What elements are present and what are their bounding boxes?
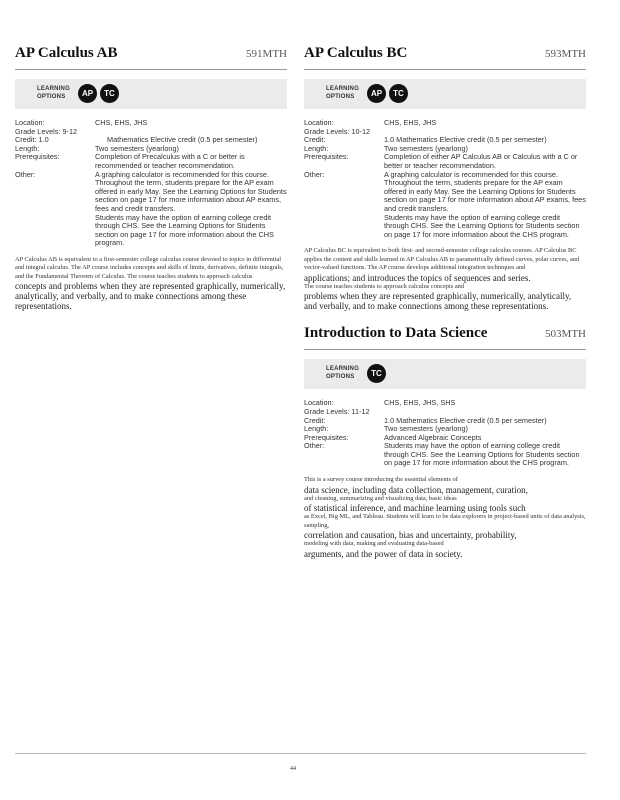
other-label: Other: <box>15 169 36 179</box>
other-label: Other: <box>304 441 325 451</box>
prereq-value: Completion of either AP Calculus AB or Calculus with a C or better or teacher recommendation. <box>384 152 578 170</box>
prereq-label: Prerequisites: <box>304 152 349 162</box>
course-description: AP Calculus AB is equivalent to a first-semester college calculus course devoted to topics in differential and integral calculus. The AP course includes concepts and skills of limits, derivatives, definite integrals, and the Fundamental Theorem of Calculus. The course teaches students to approach calculus concepts and problems when they are represented graphically, numerically, analytically, and verbally, and to make connections among these representations. <box>15 255 286 312</box>
left-column <box>15 0 287 311</box>
location-label: Location: <box>304 118 334 127</box>
option-badges <box>367 364 386 383</box>
tc-badge-icon: TC <box>367 364 386 383</box>
credit-label: Credit: <box>304 135 326 145</box>
learning-options-bar <box>304 79 586 109</box>
footer-rule <box>15 753 586 754</box>
location-value: CHS, EHS, JHS, SHS <box>384 398 456 408</box>
length-label: Length: <box>304 143 329 153</box>
location-label: Location: <box>15 118 45 127</box>
tc-badge-icon: TC <box>100 84 119 103</box>
course-title: Introduction to Data Science <box>304 325 488 342</box>
course-info <box>304 399 586 468</box>
location-value: CHS, EHS, JHS <box>95 118 148 127</box>
option-badges <box>367 84 408 103</box>
location-value: CHS, EHS, JHS <box>384 118 437 127</box>
course-ap-calculus-ab <box>15 0 287 311</box>
other-value: Students may have the option of earning college credit through CHS. See the Learning Options for Students section on page 17 for more information about the CHS program. <box>384 441 580 468</box>
learning-options-bar <box>15 79 287 109</box>
credit-label: Credit: <box>304 415 326 425</box>
learning-options-label: LEARNING OPTIONS <box>37 86 70 100</box>
grade-levels: Grade Levels: 11-12 <box>304 406 370 416</box>
tc-badge-icon: TC <box>389 84 408 103</box>
course-intro-data-science <box>304 311 586 558</box>
course-title: AP Calculus AB <box>15 45 118 61</box>
course-header <box>15 45 287 70</box>
grade-levels: Grade Levels: 9-12 <box>15 126 78 136</box>
credit-value: 1.0 Mathematics Elective credit (0.5 per semester) <box>384 135 547 145</box>
learning-options-label: LEARNING OPTIONS <box>326 366 359 381</box>
grade-levels: Grade Levels: 10-12 <box>304 126 371 136</box>
course-code: 503MTH <box>545 328 586 341</box>
course-code: 593MTH <box>545 48 586 60</box>
prereq-label: Prerequisites: <box>15 152 60 162</box>
prereq-label: Prerequisites: <box>304 432 349 442</box>
length-value: Two semesters (yearlong) <box>95 143 179 153</box>
other-label: Other: <box>304 169 325 179</box>
length-label: Length: <box>304 424 329 434</box>
ap-badge-icon: AP <box>367 84 386 103</box>
credit-value: 1.0 Mathematics Elective credit (0.5 per semester) <box>384 415 547 425</box>
credit-value: Mathematics Elective credit (0.5 per semester) <box>107 135 258 145</box>
course-description: This is a survey course introducing the essential elements of data science, including data collection, management, curation, and cleaning, summarizing and visualizing data, basic ideas of statistical inference, and machine learning using tools such as Excel, Big ML, and Tableau. Students will learn to be data explorers in project-based units of data analysis, sampling, correlation and causation, bias and uncertainty, probability, modeling with data, making and evaluating data-based arguments, and the power of data in society. <box>304 476 586 559</box>
length-label: Length: <box>15 143 40 153</box>
learning-options-bar <box>304 359 586 389</box>
right-column <box>304 0 586 559</box>
course-info <box>304 119 586 239</box>
length-value: Two semesters (yearlong) <box>384 424 468 434</box>
course-ap-calculus-bc <box>304 0 586 311</box>
prereq-value: Completion of Precalculus with a C or better is recommended or teacher recommendation. <box>95 152 245 170</box>
course-code: 591MTH <box>246 48 287 60</box>
location-label: Location: <box>304 398 334 408</box>
other-value: A graphing calculator is recommended for this course. Throughout the term, students prepare for the AP exam offered in early May. See the Learning Options for Students section on page 17 for more information about AP exams, fees and credit transfers. Students may have the option of earning college credit through CHS. See the Learning Options for Students section on page 17 for more information about the CHS program. <box>95 169 287 248</box>
page-number: 44 <box>290 766 296 772</box>
option-badges <box>78 84 119 103</box>
course-title: AP Calculus BC <box>304 45 408 61</box>
course-header <box>304 325 586 350</box>
other-value: A graphing calculator is recommended for this course. Throughout the term, students prepare for the AP exam offered in early May. See the Learning Options for Students section on page 17 for more information about AP exams, fees and credit transfers. Students may have the option of earning college credit through CHS. See the Learning Options for Students section on page 17 for more information about the CHS program. <box>384 169 586 239</box>
learning-options-label: LEARNING OPTIONS <box>326 86 359 100</box>
credit-label: Credit: 1.0 <box>15 135 49 145</box>
ap-badge-icon: AP <box>78 84 97 103</box>
course-info <box>15 119 287 248</box>
prereq-value: Advanced Algebraic Concepts <box>384 432 482 442</box>
course-description: AP Calculus BC is equivalent to both first- and second-semester college calculus courses. AP Calculus BC applies the content and skills learned in AP Calculus AB to parametrically defined curves, polar curves, and vector-valued functions. The AP course develops additional integration techniques and applications; and introduces the topics of sequences and series. The course teaches students to approach calculus concepts and problems when they are represented graphically, numerically, analytically, and verbally, and to make connections among these representations. <box>304 247 580 312</box>
length-value: Two semesters (yearlong) <box>384 143 468 153</box>
course-header <box>304 45 586 70</box>
